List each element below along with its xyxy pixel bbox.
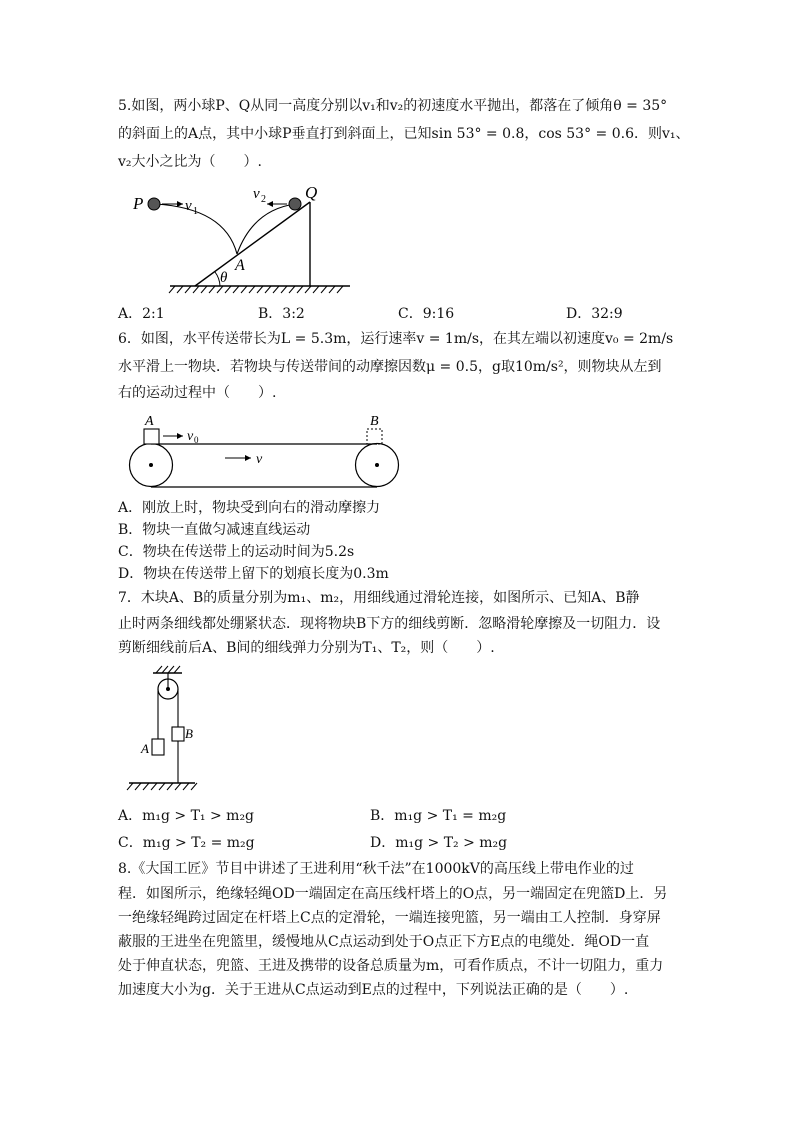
q7-stem-line-3: 剪断细线前后A、B间的细线弹力分别为T₁、T₂，则（ ）. — [118, 640, 495, 656]
block-b-dashed — [367, 429, 382, 444]
label-v2: v — [253, 186, 260, 202]
q6-stem-line-3: 右的运动过程中（ ）. — [118, 385, 277, 401]
q5-option-b: B．3:2 — [258, 306, 305, 322]
q8-stem-line-1: 8.《大国工匠》节目中讲述了王进利用“秋千法”在1000kV的高压线上带电作业的过 — [118, 861, 634, 877]
block-a — [144, 429, 159, 444]
slope-line — [195, 202, 310, 286]
label-b: B — [185, 726, 193, 741]
q5-option-a: A．2:1 — [118, 306, 165, 322]
q5-option-c: C．9:16 — [398, 306, 455, 322]
label-q: Q — [305, 183, 318, 202]
block-b — [172, 727, 184, 741]
label-a: A — [235, 257, 245, 274]
q6-option-c: C．物块在传送带上的运动时间为5.2s — [118, 544, 355, 560]
q7-option-d: D．m₁g > T₂ > m₂g — [370, 835, 508, 851]
label-v1-sub: 1 — [193, 206, 198, 217]
q6-conveyor-figure — [125, 412, 415, 492]
q8-stem-line-3: 一绝缘轻绳跨过固定在杆塔上C点的定滑轮，一端连接兜篮，另一端由工人控制．身穿屏 — [118, 910, 661, 926]
ball-q — [289, 198, 301, 210]
q6-option-b: B．物块一直做匀减速直线运动 — [118, 522, 311, 538]
v2-arrow — [267, 201, 273, 207]
q-trajectory — [237, 204, 295, 254]
q7-pulley-figure — [125, 665, 205, 795]
q5-stem-line-2: 的斜面上的A点，其中小球P垂直打到斜面上，已知sin 53° = 0.8，cos 53° = 0.6．则v₁、 — [118, 126, 690, 142]
q8-stem-line-6: 加速度大小为g．关于王进从C点运动到E点的过程中，下列说法正确的是（ ）. — [118, 982, 629, 998]
v0-arrow — [177, 433, 183, 439]
label-v0: v — [187, 429, 194, 444]
q7-option-c: C．m₁g > T₂ = m₂g — [118, 835, 255, 851]
belt-velocity-arrow — [245, 455, 251, 461]
block-a — [152, 739, 164, 755]
q7-stem-line-1: 7．木块A、B的质量分别为m₁、m₂，用细线通过滑轮连接，如图所示、已知A、B静 — [118, 590, 640, 606]
q7-stem-line-2: 止时两条细线都处绷紧状态．现将物块B下方的细线剪断．忽略滑轮摩擦及一切阻力．设 — [118, 616, 661, 632]
q6-option-a: A．刚放上时，物块受到向右的滑动摩擦力 — [118, 500, 381, 516]
q5-projectile-figure — [125, 180, 365, 300]
q7-option-a: A．m₁g > T₁ > m₂g — [118, 808, 255, 824]
q6-stem-line-1: 6．如图，水平传送带长为L = 5.3m，运行速率v = 1m/s，在其左端以初速度v₀ = 2m/s — [118, 331, 674, 347]
label-p: P — [133, 194, 144, 213]
q8-stem-line-5: 处于伸直状态，兜篮、王进及携带的设备总质量为m，可看作质点，不计一切阻力，重力 — [118, 958, 664, 974]
v1-arrow — [177, 201, 183, 207]
q6-stem-line-2: 水平滑上一物块．若物块与传送带间的动摩擦因数μ = 0.5，g取10m/s²，则物块从左到 — [118, 359, 662, 375]
label-v1: v — [185, 198, 192, 214]
label-v2-sub: 2 — [261, 194, 266, 205]
q6-option-d: D．物块在传送带上留下的划痕长度为0.3m — [118, 566, 389, 582]
label-v: v — [256, 452, 263, 467]
q5-stem-line-1: 5.如图，两小球P、Q从同一高度分别以v₁和v₂的初速度水平抛出，都落在了倾角θ = 35° — [118, 98, 668, 114]
label-a: A — [145, 414, 154, 429]
label-theta: θ — [220, 270, 228, 286]
q5-option-d: D．32:9 — [566, 306, 623, 322]
label-b: B — [370, 414, 379, 429]
q8-stem-line-4: 蔽服的王进坐在兜篮里，缓慢地从C点运动到处于O点正下方E点的电缆处．绳OD一直 — [118, 934, 650, 950]
q7-option-b: B．m₁g > T₁ = m₂g — [370, 808, 507, 824]
q5-stem-line-3: v₂大小之比为（ ）. — [118, 154, 262, 170]
q8-stem-line-2: 程．如图所示，绝缘轻绳OD一端固定在高压线杆塔上的O点，另一端固定在兜篮D上．另 — [118, 886, 668, 902]
label-a: A — [141, 741, 149, 756]
ball-p — [148, 198, 160, 210]
label-v0-sub: 0 — [194, 435, 199, 445]
